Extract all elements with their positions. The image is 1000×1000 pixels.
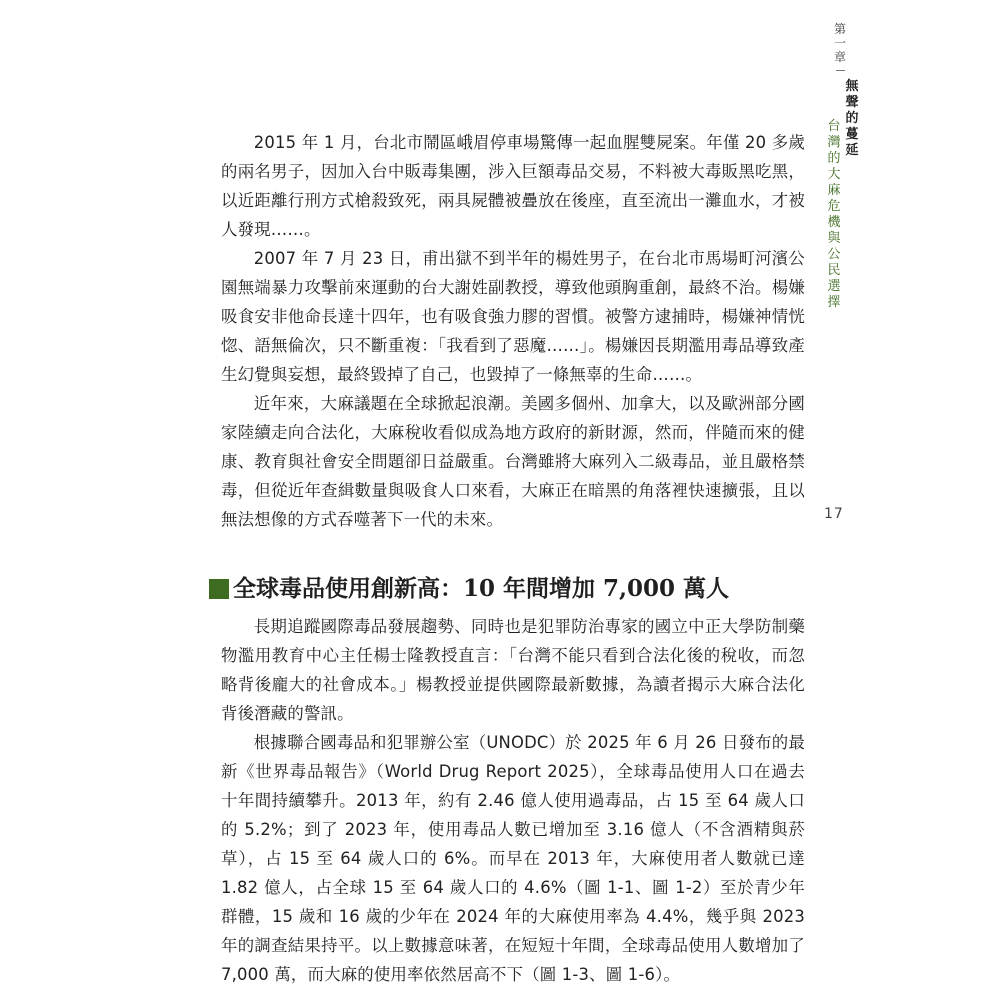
page-number: 17 (824, 506, 844, 522)
section-heading (209, 572, 805, 606)
body-paragraph: 2007 年 7 月 23 日，甫出獄不到半年的楊姓男子，在台北市馬場町河濱公園無端暴力攻擊前來運動的台大謝姓副教授，導致他頭胸重創，最終不治。楊嫌吸食安非他命長達十四年，也有吸食強力膠的習慣。被警方逮捕時，楊嫌神情恍惚、語無倫次，只不斷重複：「我看到了惡魔……」。楊嫌因長期濫用毒品導致產生幻覺與妄想，最終毀掉了自己，也毀掉了一條無辜的生命……。 (221, 249, 805, 384)
header-divider (836, 70, 845, 71)
body-paragraph: 近年來，大麻議題在全球掀起浪潮。美國多個州、加拿大，以及歐洲部分國家陸續走向合法化，大麻稅收看似成為地方政府的新財源，然而，伴隨而來的健康、教育與社會安全問題卻日益嚴重。台灣雖將大麻列入二級毒品，並且嚴格禁毒，但從近年查緝數量與吸食人口來看，大麻正在暗黑的角落裡快速擴張，且以無法想像的方式吞噬著下一代的未來。 (221, 394, 805, 529)
chapter-title: 無聲的蔓延 (845, 79, 859, 158)
body-paragraph: 長期追蹤國際毒品發展趨勢、同時也是犯罪防治專家的國立中正大學防制藥物濫用教育中心主任楊士隆教授直言：「台灣不能只看到合法化後的稅收，而忽略背後龐大的社會成本。」楊教授並提供國際最新數據，為讀者揭示大麻合法化背後潛藏的警訊。 (221, 617, 805, 723)
running-header-titles (826, 79, 860, 311)
square-bullet-icon (209, 579, 229, 599)
section-heading-text: 全球毒品使用創新高：10 年間增加 7,000 萬人 (233, 575, 730, 602)
body-paragraph: 根據聯合國毒品和犯罪辦公室（UNODC）於 2025 年 6 月 26 日發布的最新《世界毒品報告》（World Drug Report 2025），全球毒品使用人口在過去十年間持續攀升。2013 年，約有 2.46 億人使用過毒品，占 15 至 64 歲人口的 5.2%；到了 2023 年，使用毒品人數已增加至 3.16 億人（不含酒精與菸草），占 15 至 64 歲人口的 6%。而早在 2013 年，大麻使用者人數就已達 1.82 億人，占全球 15 至 64 歲人口的 4.6%（圖 1-1、圖 1-2）至於青少年群體，15 歲和 16 歲的少年在 2024 年的大麻使用率為 4.4%，幾乎與 2023 年的調查結果持平。以上數據意味著，在短短十年間，全球毒品使用人數增加了 7,000 萬，而大麻的使用率依然居高不下（圖 1-3、圖 1-6）。 (221, 733, 805, 984)
page-body (221, 128, 805, 989)
body-paragraph: 2015 年 1 月，台北市鬧區峨眉停車場驚傳一起血腥雙屍案。年僅 20 多歲的兩名男子，因加入台中販毒集團，涉入巨額毒品交易，不料被大毒販黑吃黑，以近距離行刑方式槍殺致死，兩具屍體被疊放在後座，直至流出一灘血水，才被人發現……。 (221, 133, 805, 239)
chapter-label: 第一章 (833, 22, 846, 64)
book-subtitle: 台灣的大麻危機與公民選擇 (827, 119, 841, 310)
running-header (822, 22, 858, 311)
